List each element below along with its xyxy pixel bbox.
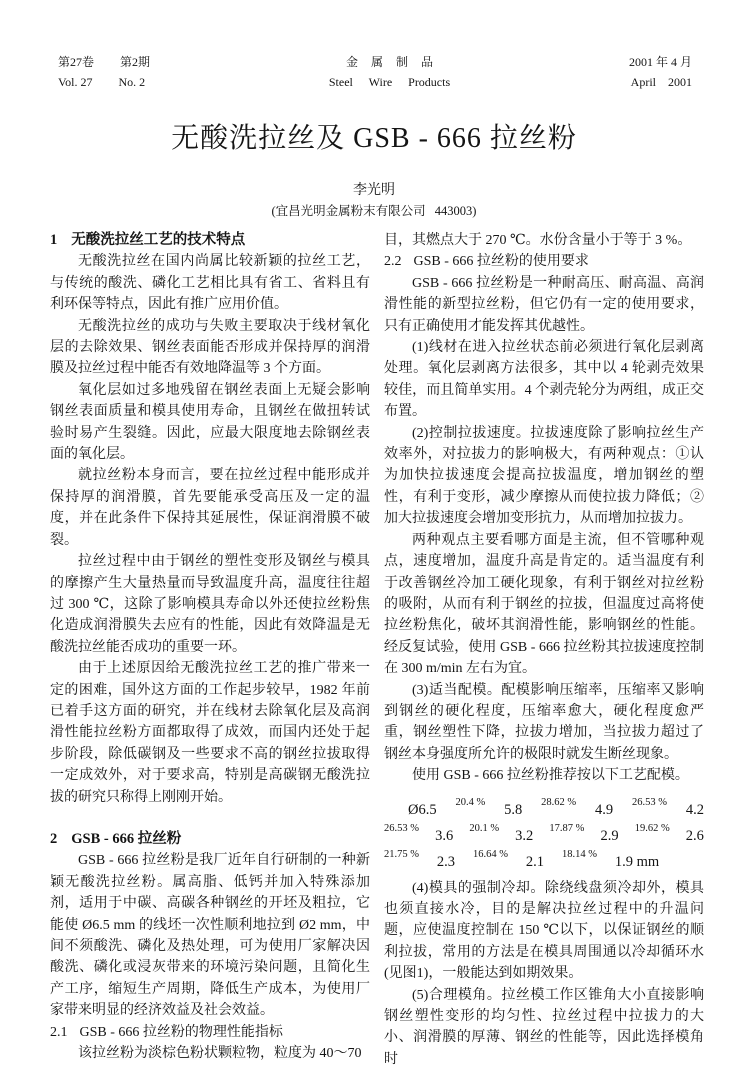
- reduction-percent: 26.53 %: [631, 796, 667, 808]
- die-size: 1.9 mm: [614, 853, 660, 870]
- journal-name-cn: 金属制品: [346, 55, 447, 69]
- issue-cn: 第2期: [120, 55, 151, 69]
- subsection-2-2-title: GSB - 666 拉丝粉的使用要求: [413, 254, 589, 270]
- die-size: 4.2: [685, 801, 704, 818]
- volume-cn: 第27卷: [58, 55, 95, 69]
- reduction-percent: 28.62 %: [541, 796, 577, 808]
- die-size: Ø6.5: [408, 801, 437, 818]
- die-schedule-row: [384, 850, 659, 876]
- right-column: [384, 230, 704, 1070]
- die-schedule: [384, 793, 704, 876]
- reduction-percent: 21.75 %: [384, 848, 419, 860]
- section-2-number: 2: [50, 830, 58, 847]
- section-1-title: 无酸洗拉丝工艺的技术特点: [71, 232, 246, 248]
- header-volume-issue: [58, 52, 150, 92]
- date-cn: 2001 年 4 月: [628, 55, 692, 69]
- paragraph: 无酸洗拉丝的成功与失败主要取决于线材氧化层的去除效果、钢丝表面能否形成并保持厚的润滑膜及拉丝过程中能否有效地降温等 3 个方面。: [50, 318, 370, 377]
- section-1-heading: [50, 230, 370, 251]
- paragraph: GSB - 666 拉丝粉是我厂近年自行研制的一种新颖无酸洗拉丝粉。属高脂、低钙并加入特殊添加剂，适用于中碳、高碳各种钢丝的开坯及粗拉，它能使 Ø6.5 mm 的线坯一次性顺利地拉到 Ø2 mm，中间不须酸洗、磷化及热处理，可为使用厂家解决因酸洗、磷化或浸灰带来的环境污染问题，且简化生产工序，缩短生产周期，降低生产成本，为使用厂家带来明显的经济效益及社会效益。: [50, 853, 370, 1019]
- section-2-heading: [50, 829, 370, 850]
- paragraph: 使用 GSB - 666 拉丝粉推荐按以下工艺配模。: [412, 768, 689, 784]
- die-size: 2.1: [525, 853, 545, 870]
- header-date: [629, 52, 692, 92]
- affiliation: (宜昌光明金属粉末有限公司 443003): [271, 204, 477, 218]
- die-size: 2.9: [600, 827, 619, 844]
- die-size: 4.9: [594, 801, 614, 818]
- paragraph: 该拉丝粉为淡棕色粉状颗粒物，粒度为 40～70: [78, 1046, 362, 1062]
- die-size: 5.8: [504, 801, 523, 818]
- journal-name-en: Steel Wire Products: [328, 75, 451, 89]
- paragraph: 由于上述原因给无酸洗拉丝工艺的推广带来一定的困难，国外这方面的工作起步较早，1982 年前已着手这方面的研究，并在线材去除氧化层及高润滑性能拉丝粉方面都取得了成效，而国内还处于起步阶段，除低碳钢及一些要求不高的钢丝拉拔取得一定成效外，对于要求高，特别是高碳钢无酸洗拉拔的研究只称得上刚刚开始。: [50, 661, 370, 805]
- paragraph: 就拉丝粉本身而言，要在拉丝过程中能形成并保持厚的润滑膜，首先要能承受高压及一定的温度，并在此条件下保持其延展性，保证润滑膜不破裂。: [50, 468, 370, 548]
- die-schedule-row: [384, 824, 704, 850]
- article-title: 无酸洗拉丝及 GSB - 666 拉丝粉: [171, 123, 577, 154]
- section-2-title: GSB - 666 拉丝粉: [71, 830, 182, 847]
- date-en: April 2001: [630, 75, 692, 89]
- subsection-2-1-heading: [50, 1022, 370, 1043]
- reduction-percent: 19.62 %: [634, 822, 670, 834]
- subsection-2-1-number: 2.1: [50, 1024, 68, 1040]
- reduction-percent: 20.4 %: [455, 796, 486, 808]
- reduction-percent: 18.14 %: [561, 848, 597, 860]
- paragraph: (2)控制拉拔速度。拉拔速度除了影响拉丝生产效率外，对拉拔力的影响极大，有两种观点：①认为加快拉拔速度会提高拉拔温度，增加钢丝的塑性，有利于变形，减少摩擦从而使拉拔力降低；②加大拉拔速度会增加变形抗力，从而增加拉拔力。: [384, 425, 704, 527]
- reduction-percent: 20.1 %: [469, 822, 500, 834]
- reduction-percent: 17.87 %: [549, 822, 585, 834]
- paragraph: (4)模具的强制冷却。除绕线盘须冷却外，模具也须直接水冷，目的是解决拉丝过程中的升温问题，应使温度控制在 150 ℃以下，以保证钢丝的顺利拉拔，常用的方法是在模具周围通以冷却循环水(见图1)，一般能达到如期效果。: [384, 880, 704, 982]
- die-size: 2.6: [685, 827, 704, 844]
- section-1-number: 1: [50, 232, 58, 248]
- subsection-2-2-number: 2.2: [384, 254, 402, 270]
- left-column: [50, 230, 370, 1064]
- journal-header: [58, 52, 692, 92]
- die-size: 3.6: [435, 827, 454, 844]
- paragraph: (3)适当配模。配模影响压缩率，压缩率又影响到钢丝的硬化程度，压缩率愈大，硬化程度愈严重，钢丝塑性下降，拉拔力增加，当拉拔力超过了钢丝本身强度所允许的极限时就发生断丝现象。: [384, 682, 704, 762]
- paragraph: (5)合理模角。拉丝模工作区锥角大小直接影响钢丝塑性变形的均匀性、拉丝过程中拉拔力的大小、润滑膜的厚薄、钢丝的性能等，因此选择模角时: [384, 987, 704, 1067]
- reduction-percent: 16.64 %: [472, 848, 508, 860]
- volume-en: Vol. 27: [58, 75, 93, 89]
- paragraph: 拉丝过程中由于钢丝的塑性变形及钢丝与模具的摩擦产生大量热量而导致温度升高，温度往往超过 300 ℃，这除了影响模具寿命以外还使拉丝粉焦化造成润滑膜失去应有的性能，因此有效降温是无酸洗拉丝能否成功的重要一环。: [50, 554, 370, 655]
- paragraph: 无酸洗拉丝在国内尚属比较新颖的拉丝工艺，与传统的酸洗、磷化工艺相比具有省工、省料且有利环保等特点，因此有推广应用价值。: [50, 254, 370, 313]
- subsection-2-2-heading: [384, 251, 704, 272]
- die-size: 2.3: [436, 853, 456, 870]
- paragraph: 两种观点主要看哪方面是主流，但不管哪种观点，速度增加，温度升高是肯定的。适当温度有利于改善钢丝冷加工硬化现象，有利于钢丝对拉丝粉的吸附，从而有利于钢丝的拉拔，但温度过高将使拉丝粉焦化，破坏其润滑性能，影响钢丝的性能。经反复试验，使用 GSB - 666 拉丝粉其拉拔速度控制在 300 m/min 左右为宜。: [384, 532, 704, 677]
- journal-name: [150, 52, 629, 92]
- author: 李光明: [353, 183, 395, 198]
- paragraph: (1)线材在进入拉丝状态前必须进行氧化层剥离处理。氧化层剥离方法很多，其中以 4 轮剥壳效果较佳，而且简单实用。4 个剥壳轮分为两组，成正交布置。: [384, 340, 704, 420]
- die-size: 3.2: [515, 827, 534, 844]
- reduction-percent: 26.53 %: [384, 822, 419, 834]
- paragraph: GSB - 666 拉丝粉是一种耐高压、耐高温、高润滑性能的新型拉丝粉，但它仍有一定的使用要求，只有正确使用才能发挥其优越性。: [384, 275, 704, 334]
- paragraph: 目，其燃点大于 270 ℃。水份含量小于等于 3 %。: [384, 233, 692, 248]
- subsection-2-1-title: GSB - 666 拉丝粉的物理性能指标: [79, 1024, 283, 1040]
- issue-en: No. 2: [118, 75, 146, 89]
- paragraph: 氧化层如过多地残留在钢丝表面上无疑会影响钢丝表面质量和模具使用寿命，且钢丝在做扭转试验时易产生裂缝。因此，应最大限度地去除钢丝表面的氧化层。: [50, 382, 370, 463]
